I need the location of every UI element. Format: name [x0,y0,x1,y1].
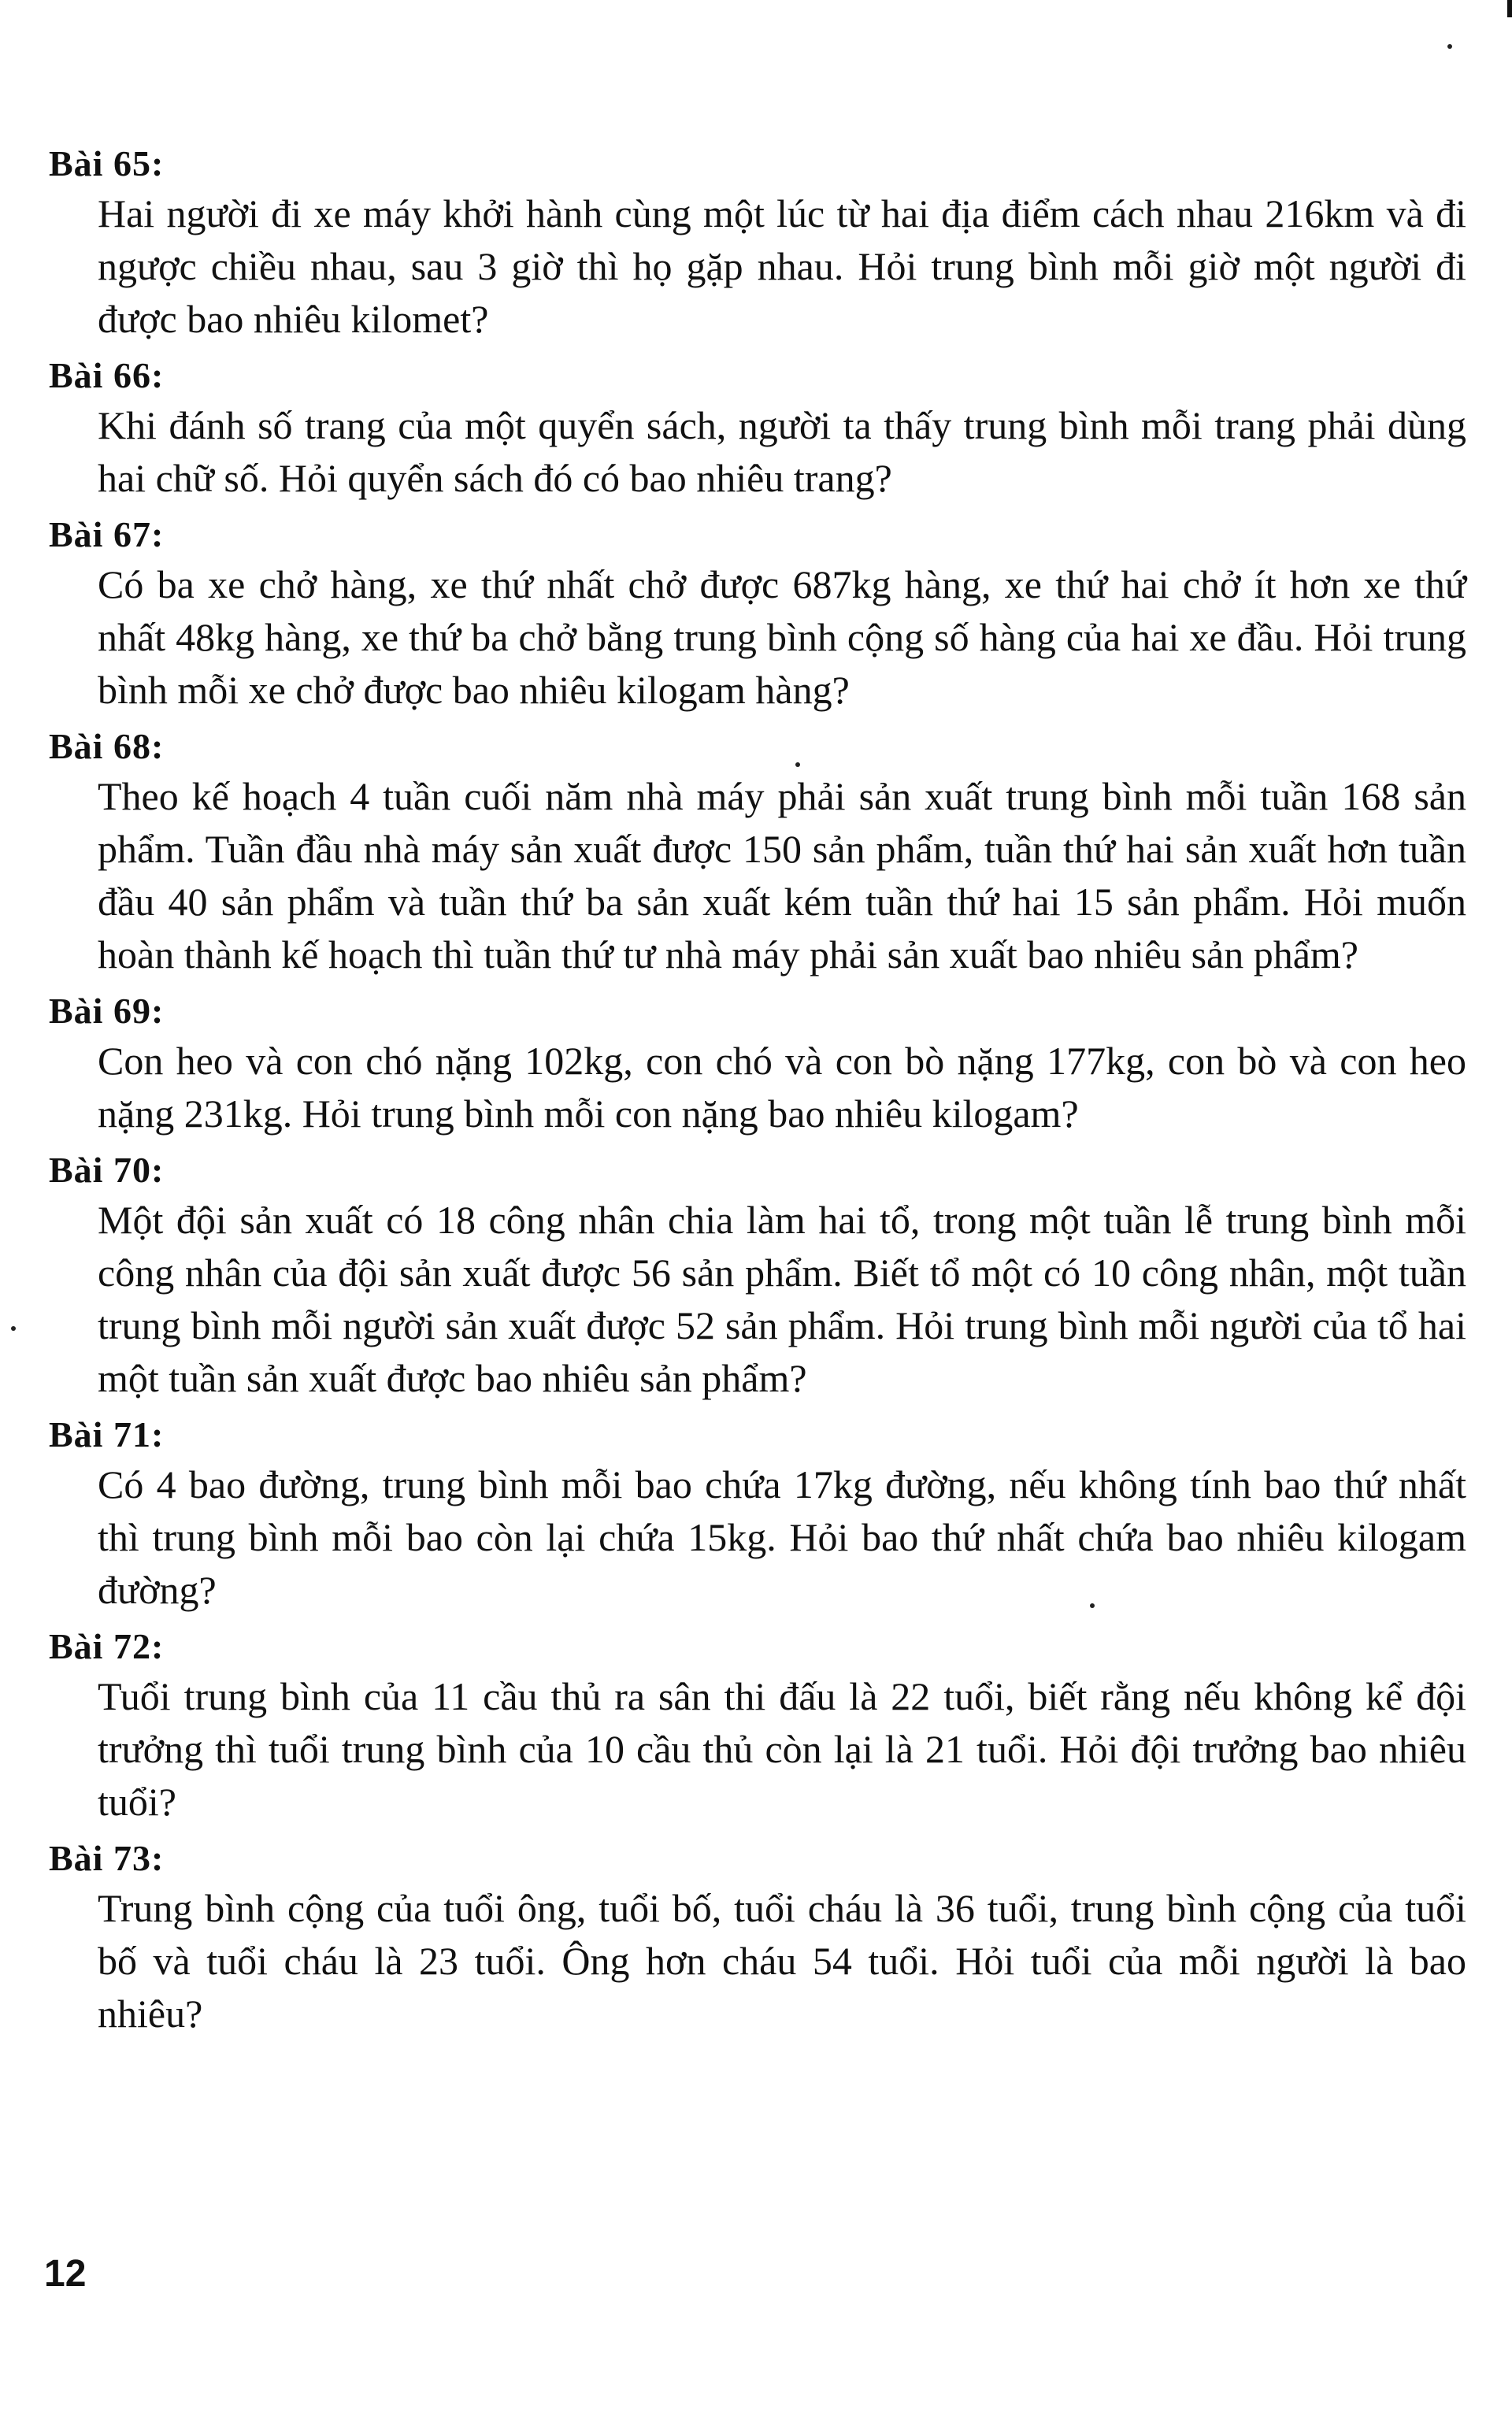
problem-68 [49,723,1466,981]
problem-text: Theo kế hoạch 4 tuần cuối năm nhà máy phải sản xuất trung bình mỗi tuần 168 sản phẩm. Tuần đầu nhà máy sản xuất được 150 sản phẩm, tuần thứ hai sản xuất hơn tuần đầu 40 sản phẩm và tuần thứ ba sản xuất kém tuần thứ hai 15 sản phẩm. Hỏi muốn hoàn thành kế hoạch thì tuần thứ tư nhà máy phải sản xuất bao nhiêu sản phẩm? [98,774,1466,976]
problem-title: Bài 65: [49,143,165,183]
problem-69 [49,988,1466,1140]
problem-title: Bài 66: [49,355,165,395]
problem-title: Bài 68: [49,726,165,766]
scan-speck [11,1326,16,1331]
problem-72 [49,1623,1466,1829]
problem-text: Con heo và con chó nặng 102kg, con chó và con bò nặng 177kg, con bò và con heo nặng 231kg. Hỏi trung bình mỗi con nặng bao nhiêu kilogam? [98,1039,1466,1136]
problem-text: Có ba xe chở hàng, xe thứ nhất chở được 687kg hàng, xe thứ hai chở ít hơn xe thứ nhất 48kg hàng, xe thứ ba chở bằng trung bình cộng số hàng của hai xe đầu. Hỏi trung bình mỗi xe chở được bao nhiêu kilogam hàng? [98,562,1466,712]
problem-71 [49,1411,1466,1617]
problem-text: Một đội sản xuất có 18 công nhân chia làm hai tổ, trong một tuần lễ trung bình mỗi công nhân của đội sản xuất được 56 sản phẩm. Biết tổ một có 10 công nhân, một tuần trung bình mỗi người sản xuất được 52 sản phẩm. Hỏi trung bình mỗi người của tổ hai một tuần sản xuất được bao nhiêu sản phẩm? [98,1198,1466,1400]
problem-title: Bài 69: [49,991,165,1031]
problem-text: Trung bình cộng của tuổi ông, tuổi bố, tuổi cháu là 36 tuổi, trung bình cộng của tuổi bố và tuổi cháu là 23 tuổi. Ông hơn cháu 54 tuổi. Hỏi tuổi của mỗi người là bao nhiêu? [98,1886,1466,2036]
problem-title: Bài 67: [49,514,165,554]
problem-65 [49,140,1466,346]
problem-title: Bài 73: [49,1838,165,1878]
problem-list [49,140,1466,2047]
problem-text: Khi đánh số trang của một quyển sách, người ta thấy trung bình mỗi trang phải dùng hai chữ số. Hỏi quyển sách đó có bao nhiêu trang? [98,403,1466,500]
scan-edge-mark [1507,0,1512,17]
problem-73 [49,1835,1466,2040]
problem-title: Bài 71: [49,1414,165,1454]
scan-speck [1447,44,1452,49]
problem-67 [49,511,1466,717]
problem-text: Có 4 bao đường, trung bình mỗi bao chứa 17kg đường, nếu không tính bao thứ nhất thì trung bình mỗi bao còn lại chứa 15kg. Hỏi bao thứ nhất chứa bao nhiêu kilogam đường? [98,1462,1466,1612]
problem-66 [49,352,1466,505]
problem-70 [49,1147,1466,1405]
problem-title: Bài 72: [49,1626,165,1666]
problem-text: Tuổi trung bình của 11 cầu thủ ra sân thi đấu là 22 tuổi, biết rằng nếu không kể đội trưởng thì tuổi trung bình của 10 cầu thủ còn lại là 21 tuổi. Hỏi đội trưởng bao nhiêu tuổi? [98,1674,1466,1824]
page-number: 12 [44,2253,87,2295]
problem-text: Hai người đi xe máy khởi hành cùng một lúc từ hai địa điểm cách nhau 216km và đi ngược chiều nhau, sau 3 giờ thì họ gặp nhau. Hỏi trung bình mỗi giờ một người đi được bao nhiêu kilomet? [98,191,1466,341]
problem-title: Bài 70: [49,1150,165,1190]
